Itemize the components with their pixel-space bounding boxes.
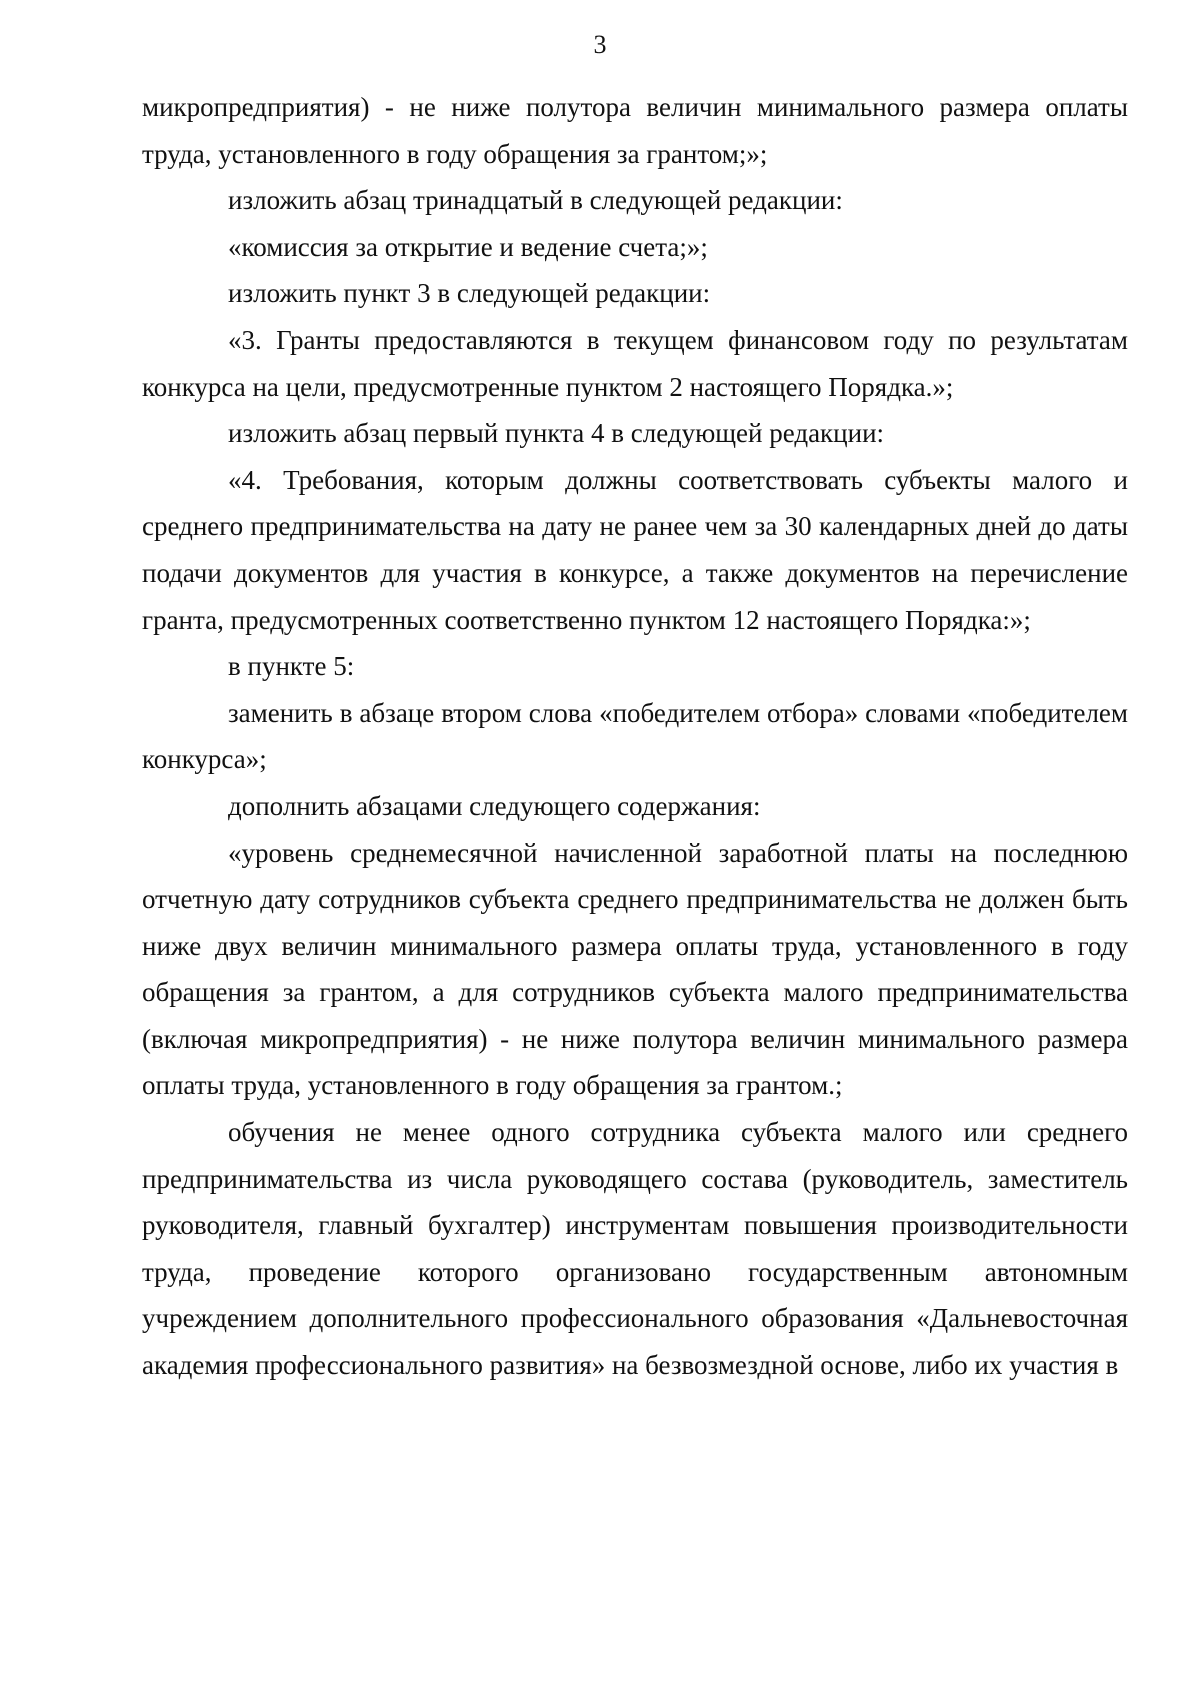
paragraph-point-4-text: «4. Требования, которым должны соответствовать субъекты малого и среднего предпринимательства на дату не ранее чем за 30 календарных дней до даты подачи документов для участия в конкурсе, а также документов на перечисление гранта, предусмотренных соответственно пунктом 12 настоящего Порядка:»; — [142, 464, 1128, 635]
paragraph-commission-quote: «комиссия за открытие и ведение счета;»; — [228, 231, 708, 262]
paragraph-replace-words: заменить в абзаце втором слова «победителем отбора» словами «победителем конкурса»; — [142, 697, 1128, 775]
paragraph-point-3-text: «3. Гранты предоставляются в текущем финансовом году по результатам конкурса на цели, предусмотренные пунктом 2 настоящего Порядка.»; — [142, 324, 1128, 402]
paragraph-salary-level: «уровень среднемесячной начисленной заработной платы на последнюю отчетную дату сотрудников субъекта среднего предпринимательства не должен быть ниже двух величин минимального размера оплаты труда, установленного в году обращения за грантом, а для сотрудников субъекта малого предпринимательства (включая микропредприятия) - не ниже полутора величин минимального размера оплаты труда, установленного в году обращения за грантом.; — [142, 837, 1128, 1101]
paragraph-training: обучения не менее одного сотрудника субъекта малого или среднего предпринимательства из числа руководящего состава (руководитель, заместитель руководителя, главный бухгалтер) инструментам повышения производительности труда, проведение которого организовано государственным автономным учреждением дополнительного профессионального образования «Дальневосточная академия профессионального развития» на безвозмездной основе, либо их участия в — [142, 1117, 1128, 1381]
paragraph-amend-point-3: изложить пункт 3 в следующей редакции: — [228, 278, 711, 309]
paragraph-amend-para-13: изложить абзац тринадцатый в следующей редакции: — [228, 185, 843, 216]
paragraph-continuation: микропредприятия) - не ниже полутора величин минимального размера оплаты труда, установленного в году обращения за грантом;»; — [142, 92, 1128, 169]
paragraph-add-paragraphs: дополнить абзацами следующего содержания: — [228, 790, 761, 821]
page-number: 3 — [593, 30, 607, 59]
paragraph-in-point-5: в пункте 5: — [228, 651, 355, 682]
paragraph-amend-point-4: изложить абзац первый пункта 4 в следующей редакции: — [228, 418, 885, 449]
document-body — [142, 84, 1128, 1389]
